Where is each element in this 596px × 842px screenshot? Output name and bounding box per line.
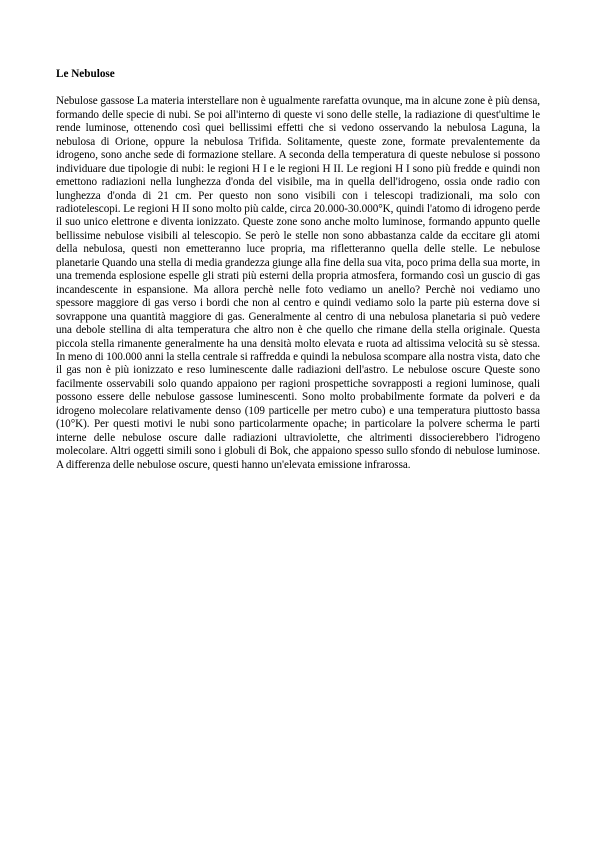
- document-body-paragraph: Nebulose gassose La materia interstellare non è ugualmente rarefatta ovunque, ma in alcune zone è più densa, formando delle specie di nubi. Se poi all'interno di queste vi sono delle stelle, la radiazione di quest'ultime le rende luminose, ottenendo così quei bellissimi effetti che si vedono osservando la nebulosa Laguna, la nebulosa di Orione, oppure la nebulosa Trifida. Solitamente, queste zone, formate prevalentemente da idrogeno, sono anche sede di formazione stellare. A seconda della temperatura di queste nebulose si possono individuare due tipologie di nubi: le regioni H I e le regioni H II. Le regioni H I sono più fredde e quindi non emettono radiazioni nella lunghezza d'onda del visibile, ma in quella dell'idrogeno, ossia onde radio con lunghezza d'onda di 21 cm. Per questo non sono visibili con i telescopi tradizionali, ma solo con radiotelescopi. Le regioni H II sono molto più calde, circa 20.000-30.000°K, quindi l'atomo di idrogeno perde il suo unico elettrone e diventa ionizzato. Queste zone sono anche molto luminose, formando appunto quelle bellissime nebulose visibili al telescopio. Se però le stelle non sono abbastanza calde da eccitare gli atomi della nebulosa, questi non emetteranno luce propria, ma rifletteranno quella delle stelle. Le nebulose planetarie Quando una stella di media grandezza giunge alla fine della sua vita, poco prima della sua morte, in una tremenda esplosione espelle gli strati più esterni della propria atmosfera, formando così un guscio di gas incandescente in espansione. Ma allora perchè nelle foto vediamo un anello? Perchè noi vediamo uno spessore maggiore di gas verso i bordi che non al centro e quindi vediamo solo la parte più esterna dove si sovrappone una quantità maggiore di gas. Generalmente al centro di una nebulosa planetaria si può vedere una debole stellina di alta temperatura che altro non è che quello che rimane della stella originale. Questa piccola stella rimanente generalmente ha una densità molto elevata e ruota ad altissima velocità su sè stessa. In meno di 100.000 anni la stella centrale si raffredda e quindi la nebulosa scompare alla nostra vista, dato che il gas non è più ionizzato e reso luminescente dalle radiazioni dell'astro. Le nebulose oscure Queste sono facilmente osservabili solo quando appaiono per ragioni prospettiche sovrapposti a regioni luminose, quali possono essere delle nebulose gassose luminescenti. Sono molto probabilmente formate da polveri e da idrogeno molecolare relativamente denso (109 particelle per metro cubo) e una temperatura piuttosto bassa (10°K). Per questi motivi le nubi sono particolarmente opache; in particolare la polvere scherma le parti interne delle nebulose oscure dalle radiazioni ultraviolette, che altrimenti dissocierebbero l'idrogeno molecolare. Altri oggetti simili sono i globuli di Bok, che appaiono spesso sullo sfondo di nebulose luminose. A differenza delle nebulose oscure, questi hanno un'elevata emissione infrarossa.: [56, 95, 540, 471]
- document-page: [56, 68, 540, 472]
- document-title: Le Nebulose: [56, 68, 115, 80]
